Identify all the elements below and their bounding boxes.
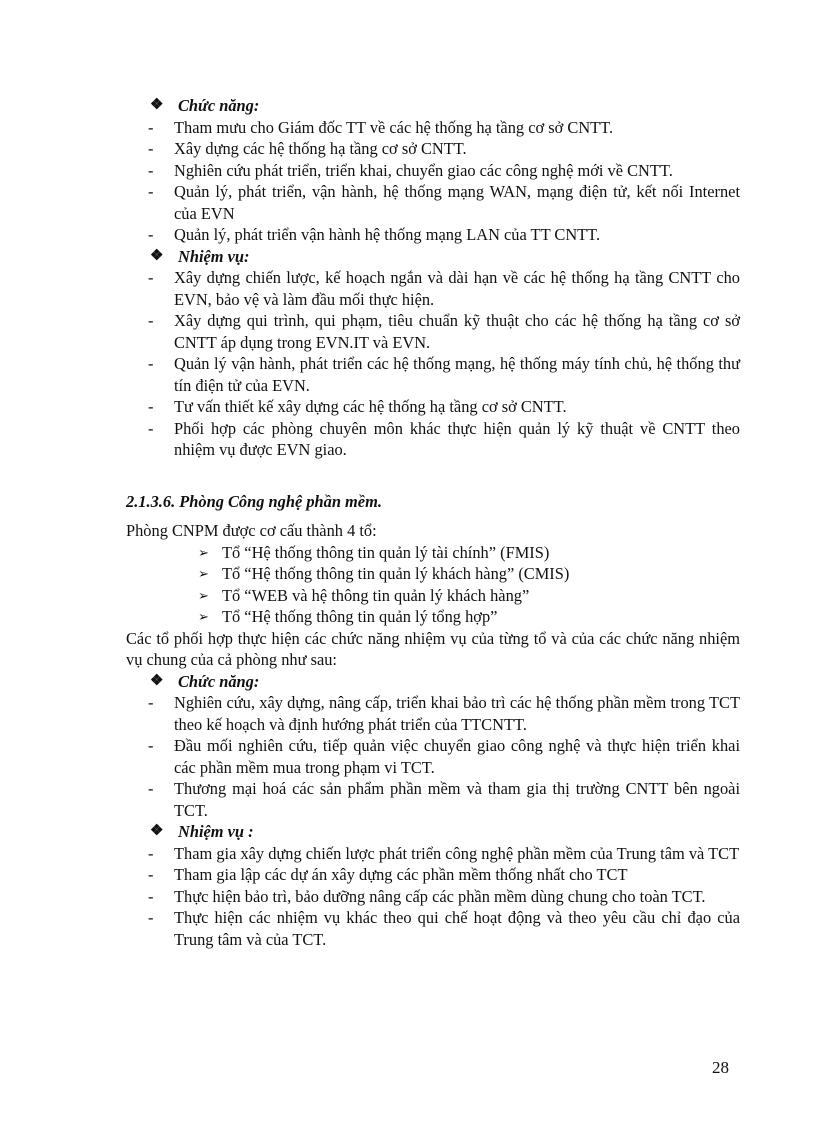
list-item: - Tham mưu cho Giám đốc TT về các hệ thống hạ tầng cơ sở CNTT.	[148, 117, 614, 137]
arrowhead-bullet-icon: ➢	[198, 609, 209, 624]
list-item: - Tham gia xây dựng chiến lược phát triển công nghệ phần mềm của Trung tâm và TCT	[148, 843, 740, 863]
tasks-heading-1	[150, 246, 740, 268]
arrowhead-bullet-icon: ➢	[198, 544, 209, 560]
tasks-heading-text: Nhiệm vụ:	[178, 246, 250, 266]
functions-heading-text: Chức năng:	[178, 671, 260, 691]
page-content	[126, 95, 740, 950]
list-item: - Quản lý, phát triển, vận hành, hệ thống mạng WAN, mạng điện tử, kết nối Internet của EVN	[148, 182, 740, 223]
list-item: - Nghiên cứu, xây dựng, nâng cấp, triển khai bảo trì các hệ thống phần mềm trong TCT theo kế hoạch và định hướng phát triển của TTCNTT.	[148, 693, 740, 734]
arrowhead-bullet-icon: ➢	[198, 566, 209, 581]
team-item: ➢ Tổ “Hệ thống thông tin quản lý khách hàng” (CMIS)	[198, 564, 570, 583]
team-item: ➢ Tổ “WEB và hệ thông tin quản lý khách hàng”	[198, 585, 530, 605]
four-diamond-bullet-icon: ❖	[150, 247, 164, 264]
list-item: - Phối hợp các phòng chuyên môn khác thực hiện quản lý kỹ thuật về CNTT theo nhiệm vụ được EVN giao.	[148, 418, 740, 459]
tasks-heading-text: Nhiệm vụ :	[178, 822, 254, 841]
list-item: - Xây dựng qui trình, qui phạm, tiêu chuẩn kỹ thuật cho các hệ thống hạ tầng cơ sở CNTT áp dụng trong EVN.IT và EVN.	[148, 311, 740, 352]
tasks-heading-2	[150, 821, 740, 843]
list-item: - Tham gia lập các dự án xây dựng các phần mềm thống nhất cho TCT	[148, 865, 628, 884]
four-diamond-bullet-icon: ❖	[150, 823, 164, 839]
section-title: 2.1.3.6. Phòng Công nghệ phần mềm.	[126, 491, 382, 511]
list-item: - Thương mại hoá các sản phẩm phần mềm và tham gia thị trường CNTT bên ngoài TCT.	[148, 779, 740, 820]
list-item: - Xây dựng các hệ thống hạ tầng cơ sở CNTT.	[148, 139, 467, 158]
list-item: - Đầu mối nghiên cứu, tiếp quản việc chuyển giao công nghệ và thực hiện triển khai các phần mềm mua trong phạm vi TCT.	[148, 736, 740, 777]
functions-heading-text: Chức năng:	[178, 96, 260, 115]
arrowhead-bullet-icon: ➢	[198, 587, 209, 603]
four-diamond-bullet-icon: ❖	[150, 97, 164, 113]
list-item: - Thực hiện các nhiệm vụ khác theo qui chế hoạt động và theo yêu cầu chỉ đạo của Trung tâm và của TCT.	[148, 908, 740, 949]
list-item: - Quản lý, phát triển vận hành hệ thống mạng LAN của TT CNTT.	[148, 225, 601, 244]
tasks-list-2	[126, 843, 740, 951]
functions-list-1	[126, 117, 740, 246]
list-item: - Xây dựng chiến lược, kế hoạch ngắn và dài hạn về các hệ thống hạ tầng CNTT cho EVN, bảo vệ và làm đầu mối thực hiện.	[148, 268, 740, 309]
page-number: 28	[712, 1058, 729, 1077]
team-item: ➢ Tổ “Hệ thống thông tin quản lý tổng hợp”	[198, 607, 498, 626]
list-item: - Quản lý vận hành, phát triển các hệ thống mạng, hệ thống máy tính chủ, hệ thống thư tín điện tử của EVN.	[148, 354, 740, 395]
list-item: - Thực hiện bảo trì, bảo dưỡng nâng cấp các phần mềm dùng chung cho toàn TCT.	[148, 886, 706, 906]
list-item: - Tư vấn thiết kế xây dựng các hệ thống hạ tầng cơ sở CNTT.	[148, 397, 567, 416]
coordination-paragraph: Các tổ phối hợp thực hiện các chức năng nhiệm vụ của từng tổ và của các chức năng nhiệm vụ chung của cả phòng như sau:	[126, 628, 740, 669]
four-diamond-bullet-icon: ❖	[150, 672, 164, 689]
list-item: - Nghiên cứu phát triển, triển khai, chuyển giao các công nghệ mới về CNTT.	[148, 160, 673, 180]
intro-paragraph: Phòng CNPM được cơ cấu thành 4 tổ:	[126, 521, 377, 540]
functions-heading-2	[150, 671, 740, 693]
functions-list-2	[126, 692, 740, 821]
tasks-list-1	[126, 267, 740, 461]
teams-list	[126, 542, 740, 628]
team-item: ➢ Tổ “Hệ thống thông tin quản lý tài chính” (FMIS)	[198, 542, 550, 562]
functions-heading-1	[150, 95, 740, 117]
